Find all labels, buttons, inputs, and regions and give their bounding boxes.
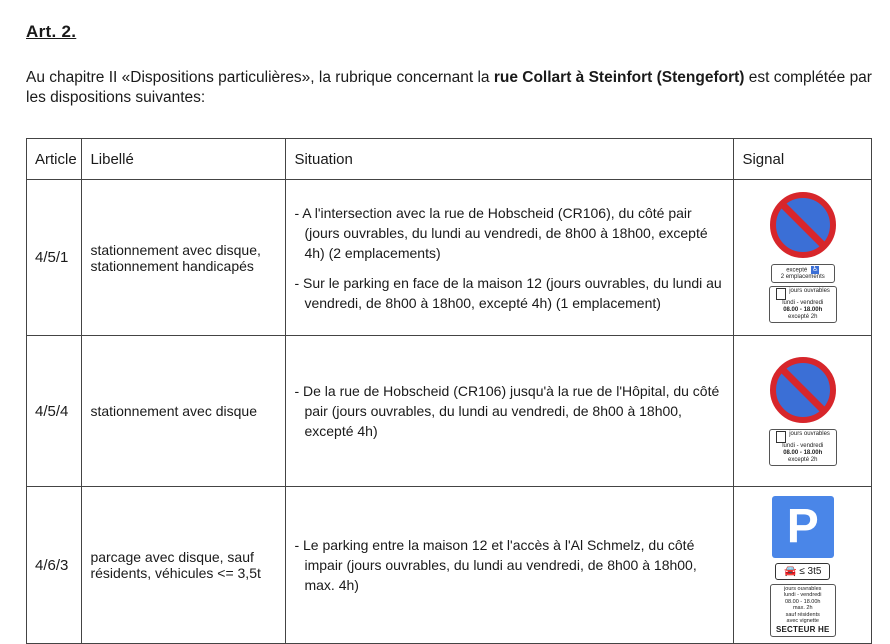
time-panel (769, 286, 837, 323)
header-signal: Signal (734, 139, 872, 180)
header-libelle: Libellé (82, 139, 286, 180)
situation-item: - De la rue de Hobscheid (CR106) jusqu'à la rue de l'Hôpital, du côté pair (jours ouvrables, du lundi au vendredi, de 8h00 à 18h00, excepté 4h) (294, 383, 720, 439)
cell-libelle: parcage avec disque, sauf résidents, véhicules <= 3,5t (82, 487, 286, 644)
intro-text-before: Au chapitre II «Dispositions particulières», la rubrique concernant la (26, 69, 494, 86)
intro-street: rue Collart à Steinfort (Stengefort) (493, 69, 745, 86)
parking-sign-icon: P (772, 496, 834, 558)
parking-disc-icon (776, 431, 786, 443)
cell-libelle: stationnement avec disque (82, 336, 286, 487)
car-icon: 🚘 (784, 565, 797, 577)
panel-text: 08.00 - 18.00h (783, 449, 823, 456)
situation-item: - Sur le parking en face de la maison 12 (jours ouvrables, du lundi au vendredi, de 8h00 à 18h00, excepté 4h) (1 emplacement) (294, 274, 722, 311)
cell-article: 4/5/1 (27, 180, 82, 336)
panel-text: ≤ 3t5 (799, 565, 822, 577)
panel-text: max. 2h (792, 605, 813, 611)
header-article: Article (27, 139, 82, 180)
situation-item: - A l'intersection avec la rue de Hobscheid (CR106), du côté pair (jours ouvrables, du lundi au vendredi, de 8h00 à 18h00, excepté 4h) (2 emplacements) (294, 204, 708, 261)
cell-signal (734, 336, 872, 487)
cell-libelle: stationnement avec disque, stationnement handicapés (82, 180, 286, 336)
situation-item: - Le parking entre la maison 12 et l'accès à l'Al Schmelz, du côté impair (jours ouvrables, du lundi au vendredi, de 8h00 à 18h00, max. 4h) (294, 537, 697, 593)
no-parking-sign-icon (770, 192, 836, 258)
cell-situation (286, 180, 734, 336)
panel-text: excepté (786, 267, 808, 274)
panel-text: jours ouvrables (789, 288, 830, 295)
cell-article: 4/5/4 (27, 336, 82, 487)
panel-text: lundi - vendredi (782, 442, 824, 449)
panel-text: 2 emplacements (780, 274, 825, 281)
cell-signal (734, 180, 872, 336)
no-parking-sign-icon (770, 357, 836, 423)
panel-text: lundi - vendredi (782, 300, 824, 307)
cell-article: 4/6/3 (27, 487, 82, 644)
panel-text: lundi - vendredi (783, 592, 822, 598)
parking-disc-icon (776, 288, 786, 300)
cell-situation (286, 336, 734, 487)
panel-text: jours ouvrables (789, 430, 830, 437)
panel-text: 08.00 - 18.00h (783, 307, 823, 314)
vehicle-weight-panel (775, 563, 830, 580)
panel-text: 08.00 - 18.00h (784, 598, 821, 605)
cell-signal (734, 487, 872, 644)
intro-text-after: est complétée par les dispositions suivantes: (26, 69, 872, 106)
cell-situation (286, 487, 734, 644)
wheelchair-icon: ♿ (812, 265, 819, 273)
intro-paragraph (26, 68, 876, 108)
panel-text: avec vignette (786, 618, 819, 624)
table-row (27, 180, 872, 336)
panel-text: excepté 2h (788, 314, 818, 321)
resident-panel (770, 584, 836, 637)
panel-text: sauf résidents (785, 611, 820, 618)
time-panel (769, 429, 837, 466)
panel-text: excepté 2h (788, 456, 818, 463)
regulation-table (26, 138, 872, 644)
table-header-row (27, 139, 872, 180)
table-row (27, 336, 872, 487)
panel-text: jours ouvrables (784, 585, 822, 592)
sector-label: SECTEUR HE (775, 624, 830, 634)
exception-panel (771, 264, 835, 284)
article-title: Art. 2. (26, 22, 77, 41)
table-row (27, 487, 872, 644)
header-situation: Situation (286, 139, 734, 180)
